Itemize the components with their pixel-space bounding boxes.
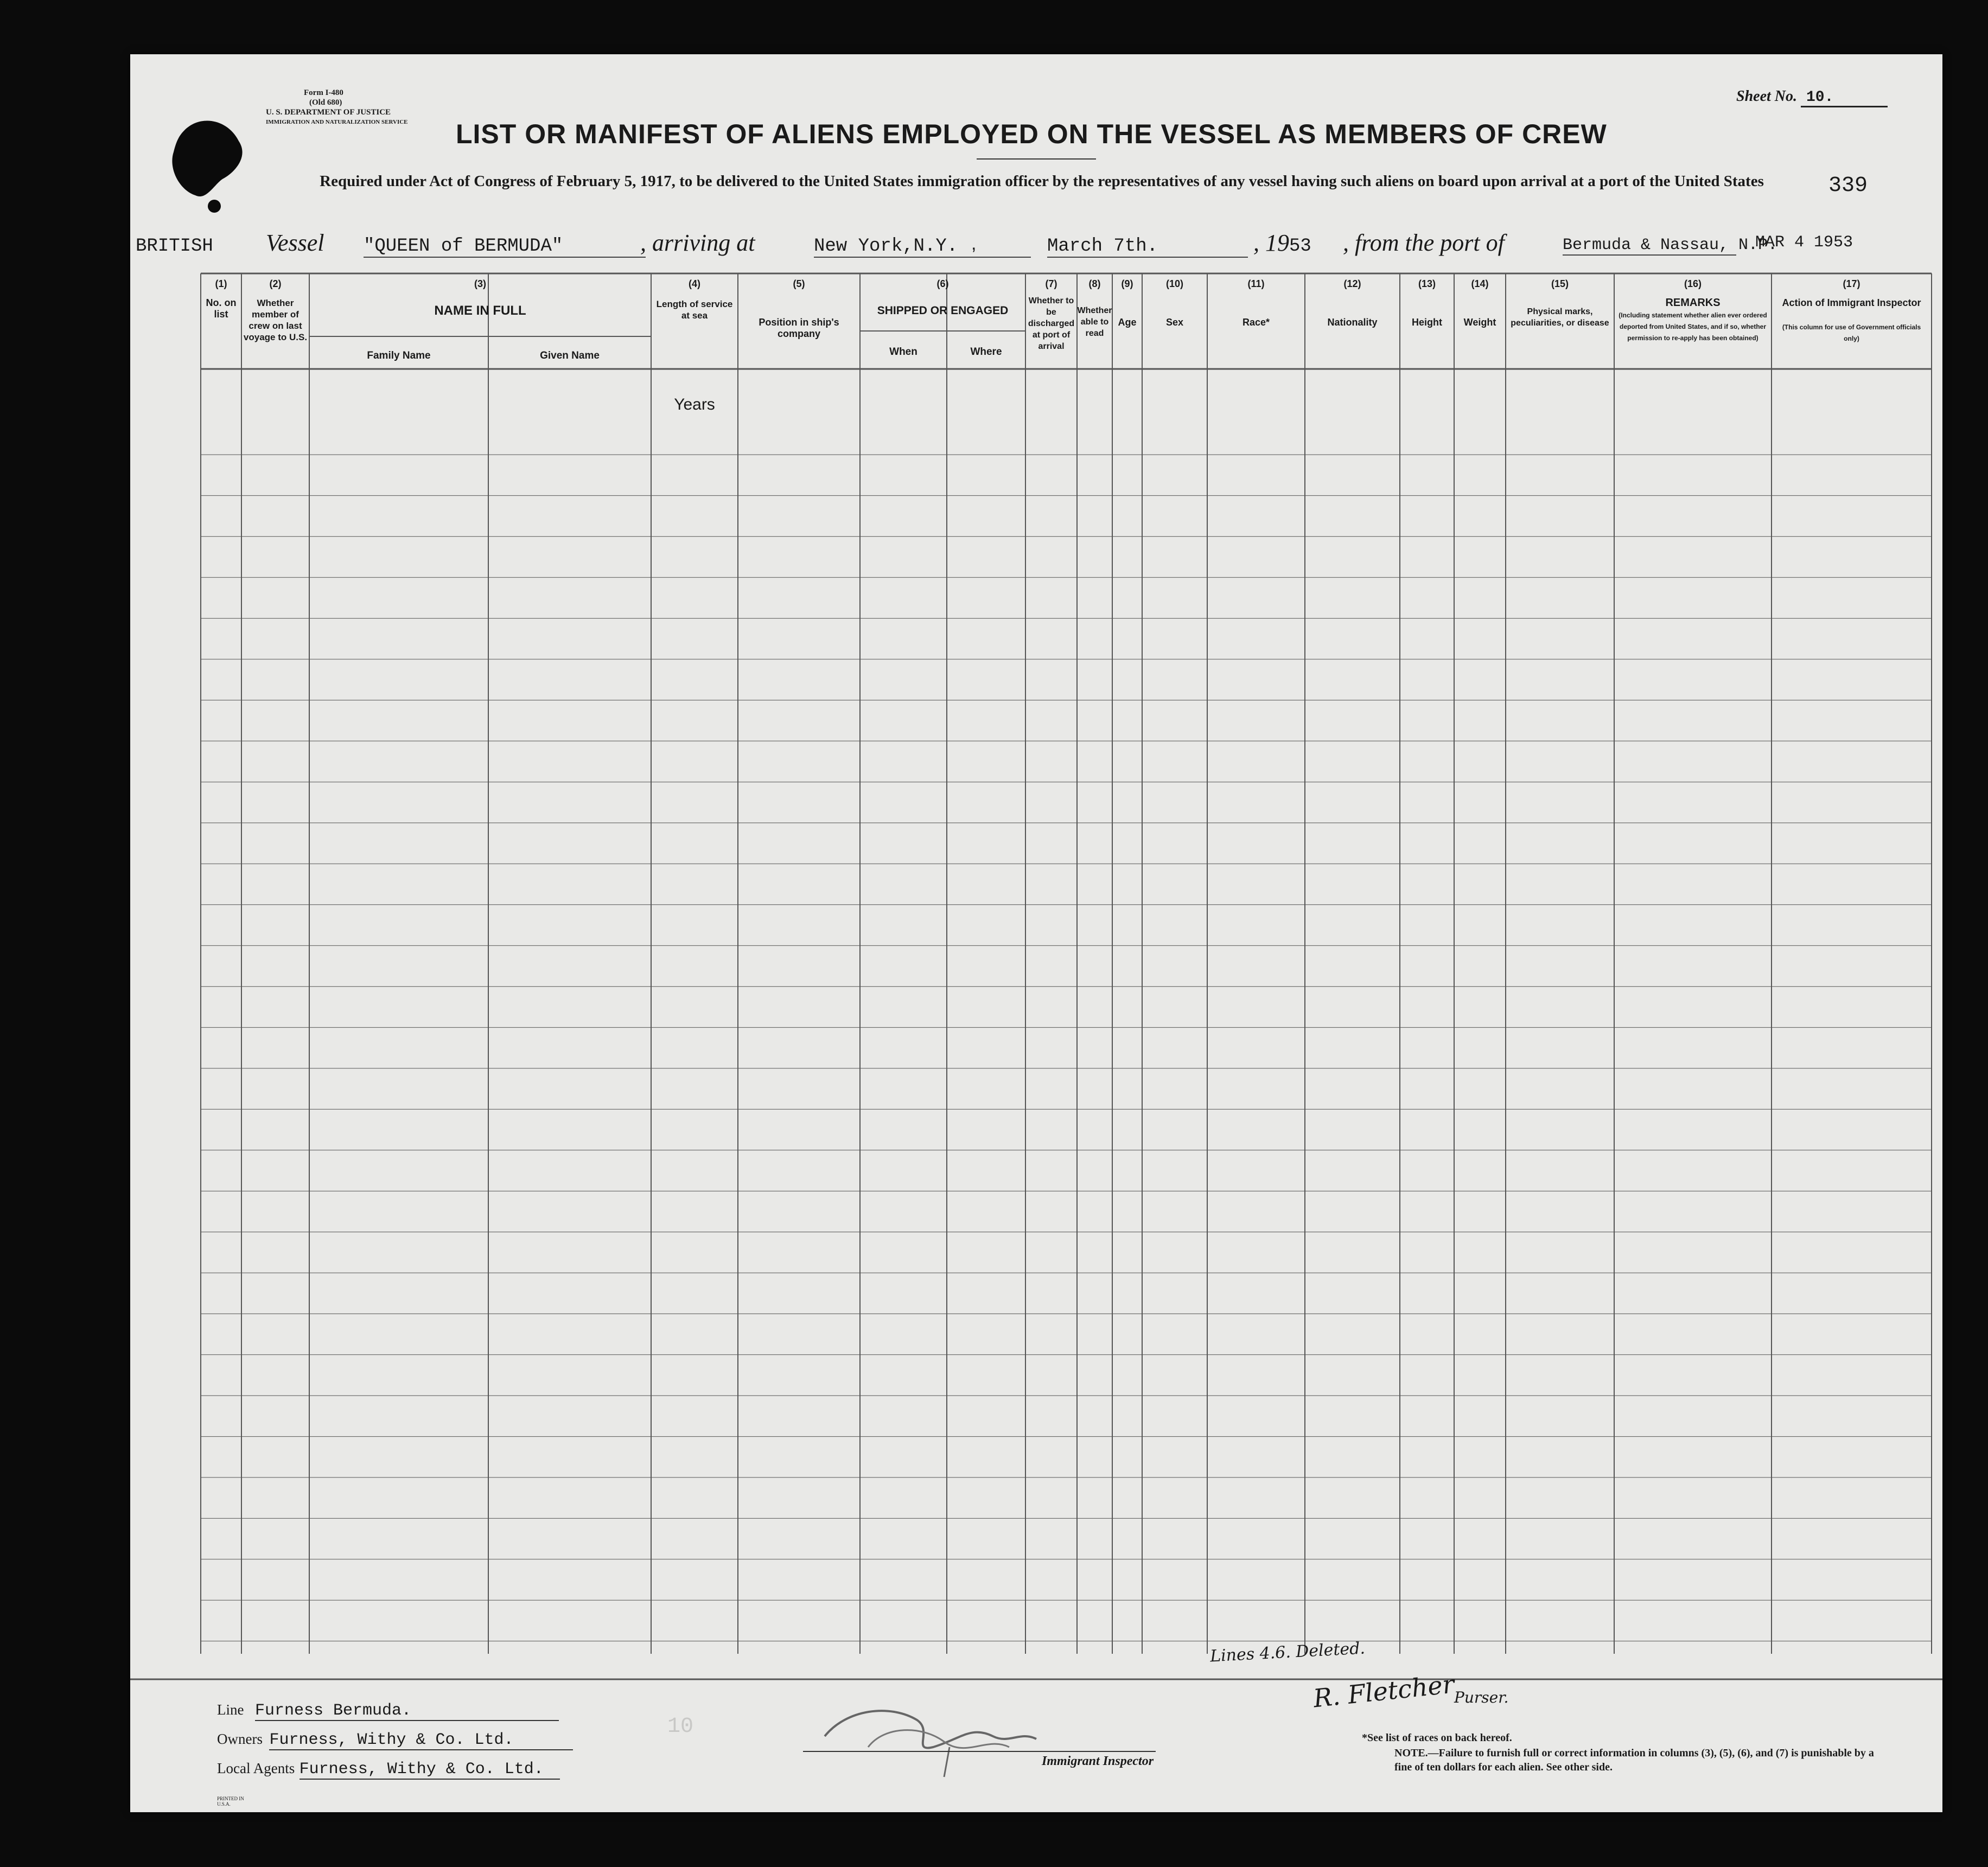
- header-action-sub: (This column for use of Government officials only): [1782, 323, 1921, 342]
- faded-number: 10: [667, 1715, 694, 1739]
- form-service: IMMIGRATION AND NATURALIZATION SERVICE: [266, 119, 408, 125]
- column-number-2: (2): [269, 278, 282, 289]
- header-length: Length of service at sea: [656, 299, 733, 321]
- purser-label: Purser.: [1454, 1688, 1509, 1706]
- agents-value: Furness, Withy & Co. Ltd.: [300, 1760, 560, 1780]
- vessel-name: "QUEEN of BERMUDA": [364, 236, 646, 258]
- header-remarks: REMARKS: [1665, 297, 1721, 309]
- vessel-label: Vessel: [266, 230, 324, 256]
- header-when: When: [889, 346, 917, 358]
- header-sex: Sex: [1165, 317, 1184, 328]
- deleted-lines-note: Lines 4.6. Deleted.: [1209, 1639, 1366, 1666]
- agents-label: Local Agents: [217, 1760, 295, 1776]
- column-number-4: (4): [689, 278, 700, 289]
- vessel-nationality: BRITISH: [136, 236, 213, 257]
- sheet-number-value: 10.: [1801, 89, 1888, 107]
- column-number-9: (9): [1121, 278, 1133, 289]
- form-number: Form I-480: [304, 88, 343, 97]
- form-department: U. S. DEPARTMENT OF JUSTICE: [266, 108, 391, 117]
- header-shipped: SHIPPED OR ENGAGED: [877, 304, 1009, 317]
- header-remarks-sub: (Including statement whether alien ever ordered deported from United States, and if so, whether permission to re-apply has been obtained): [1619, 311, 1767, 342]
- form-old-number: (Old 680): [309, 98, 342, 107]
- line-label: Line: [217, 1702, 244, 1718]
- header-read: Whether able to read: [1077, 306, 1112, 338]
- column-number-10: (10): [1165, 278, 1183, 289]
- header-member: Whether member of crew on last voyage to U.S.: [243, 298, 308, 342]
- year-prefix: , 19: [1253, 230, 1289, 256]
- header-nationality: Nationality: [1327, 317, 1378, 328]
- owners-label: Owners: [217, 1731, 263, 1747]
- header-discharged: Whether to be discharged at port of arrival: [1028, 296, 1075, 351]
- header-family-name: Family Name: [367, 350, 431, 361]
- page-subtitle: Required under Act of Congress of February 5, 1917, to be delivered to the United States immigration officer by the representatives of any vessel having such aliens on board upon arrival at a port of the United States: [320, 173, 1764, 190]
- fine-note: NOTE.—Failure to furnish full or correct information in columns (3), (5), (6), and (7) is punishable by a fine of ten dollars for each alien. See other side.: [1394, 1747, 1874, 1773]
- column-number-7: (7): [1045, 278, 1057, 289]
- column-number-14: (14): [1471, 278, 1489, 289]
- footer-agents: [217, 1760, 560, 1780]
- header-where: Where: [970, 346, 1002, 358]
- header-action: Action of Immigrant Inspector: [1782, 297, 1921, 308]
- sheet-number-label: Sheet No.: [1736, 88, 1797, 105]
- date-stamp: MAR 4 1953: [1755, 233, 1853, 252]
- manifest-sheet: Form I-480 (Old 680) U. S. DEPARTMENT OF JUSTICE IMMIGRATION AND NATURALIZATION SERVICE Sheet No. 10. LIST OR MANIFEST OF ALIENS EMPLOYED ON THE VESSEL AS MEMBERS OF CREW Required under Act of Congress of February 5, 1917, to be delivered to the United States immigration officer by the representatives of any vessel having such aliens on board upon arrival at a port of the United States 339 BRITISH Vessel "QUEEN of BERMUDA" , arriving at New York,N.Y. , March 7th. , 1953 , from the port of Bermuda & Nassau, N.P. MAR 4 1953 (1) (2) (3) (4) (5) (6) (7) (8) (9) (10) (11) (12) (13) (14) (15) (16) (17) No. on list Whether member of crew on last voyage to U.S. NAME IN FULL Family Name Given Name Length of service at sea Position in ship's company SHIPPED OR ENGAGED When Where Whether to be discharged at port of arrival Whether able to read Age Sex Race* Nationality Height Weight Physical marks, peculiarities, or disease REMARKS (Including statement whether alien ever ordered deported from United States, and if so, whether permission to re-apply has been obtained) Action of Immigrant Inspector (This column for use of Government officials only) Years Line Furness Bermuda. Owners Furness, Withy & Co. Ltd. Local Agents Furness, Withy & Co. Ltd. 10 Immigrant Inspector Lines 4.6. Deleted. R. Fletcher Purser. *See list of races on back hereof. NOTE.—Failure to furnish full or correct information in columns (3), (5), (6), and (7) is punishable by a fine of ten dollars for each alien. See other side. PRINTED IN U.S.A.: [130, 54, 1942, 1812]
- arrival-year: 53: [1289, 236, 1311, 257]
- column-number-17: (17): [1843, 278, 1860, 289]
- header-weight: Weight: [1463, 317, 1496, 328]
- column-number-6: (6): [936, 278, 949, 289]
- column-number-15: (15): [1551, 278, 1569, 289]
- header-age: Age: [1118, 317, 1137, 328]
- header-race: Race*: [1242, 317, 1270, 328]
- inspector-rule: [803, 1751, 1156, 1752]
- column-number-16: (16): [1684, 278, 1702, 289]
- inspector-label: Immigrant Inspector: [1042, 1754, 1154, 1768]
- from-label: , from the port of: [1343, 230, 1505, 256]
- header-physical: Physical marks, peculiarities, or disease: [1511, 307, 1609, 328]
- page-number: 339: [1828, 174, 1868, 198]
- column-number-1: (1): [215, 278, 227, 289]
- footer-owners: [217, 1731, 573, 1750]
- column-number-8: (8): [1088, 278, 1101, 289]
- column-number-11: (11): [1247, 278, 1265, 289]
- purser-signature: R. Fletcher: [1311, 1669, 1456, 1713]
- column-number-5: (5): [793, 278, 805, 289]
- race-note: *See list of races on back hereof.: [1362, 1732, 1512, 1744]
- page-title: LIST OR MANIFEST OF ALIENS EMPLOYED ON THE VESSEL AS MEMBERS OF CREW: [456, 119, 1607, 149]
- arriving-label: , arriving at: [640, 230, 755, 256]
- arriving-port: New York,N.Y.: [814, 236, 1031, 258]
- column-number-13: (13): [1418, 278, 1436, 289]
- header-given-name: Given Name: [540, 350, 600, 361]
- line-value: Furness Bermuda.: [255, 1702, 559, 1721]
- header-height: Height: [1412, 317, 1442, 328]
- column-number-3: (3): [474, 278, 486, 289]
- years-label: Years: [674, 396, 715, 413]
- header-position: Position in ship's company: [759, 317, 839, 339]
- header-no-on-list: No. on list: [206, 297, 237, 320]
- column-number-12: (12): [1343, 278, 1361, 289]
- owners-value: Furness, Withy & Co. Ltd.: [269, 1731, 573, 1750]
- footer-line: [217, 1702, 559, 1721]
- header-name-in-full: NAME IN FULL: [434, 303, 526, 318]
- printer-mark: PRINTED IN U.S.A.: [217, 1796, 244, 1807]
- from-port: Bermuda & Nassau, N.P.: [1563, 236, 1778, 254]
- arrival-date: March 7th.: [1047, 236, 1248, 258]
